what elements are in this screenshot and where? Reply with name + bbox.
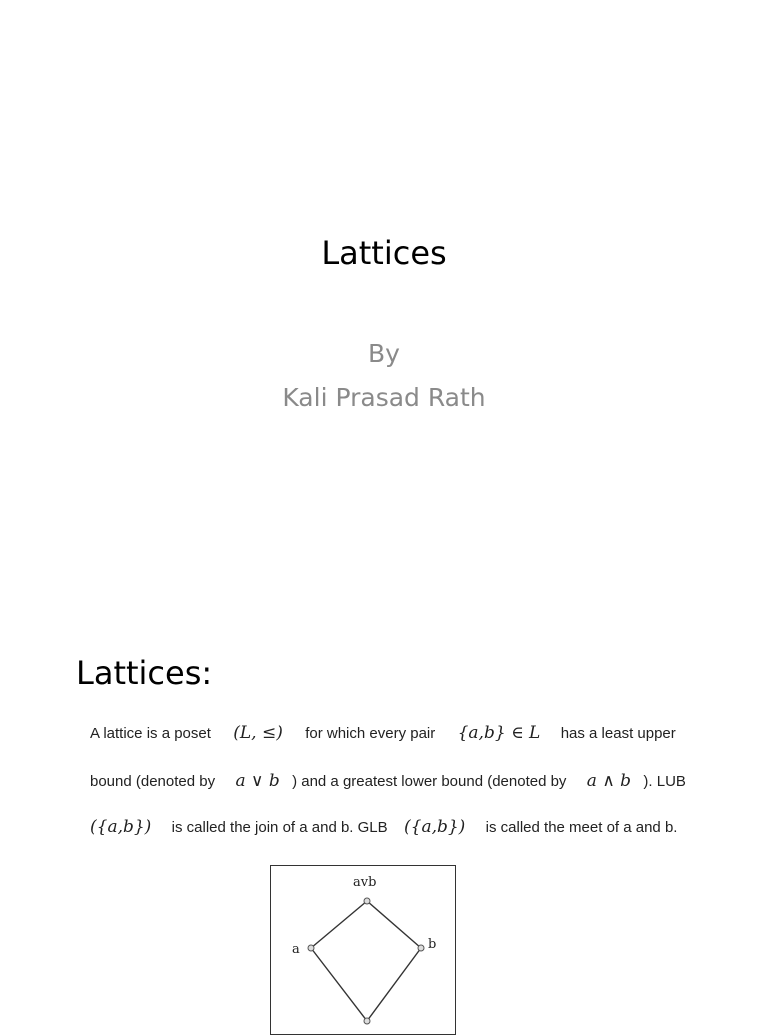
section-heading: Lattices: xyxy=(76,654,213,692)
text: ) and a greatest lower bound (denoted by xyxy=(292,773,567,790)
label-avb: avb xyxy=(353,875,377,890)
definition-line-2 xyxy=(90,771,686,791)
author-name: Kali Prasad Rath xyxy=(282,383,486,412)
math-join: a ∨ b xyxy=(235,771,280,791)
node-b xyxy=(418,945,424,951)
math-poset: (L, ≤) xyxy=(233,723,283,743)
math-pair: {a,b} ∈ L xyxy=(457,723,541,743)
edge-a-bottom xyxy=(311,948,367,1021)
math-meet: a ∧ b xyxy=(586,771,632,791)
text: ). LUB xyxy=(643,773,686,790)
text: is called the join of a and b. GLB xyxy=(171,819,388,836)
label-a: a xyxy=(292,942,300,957)
text: is called the meet of a and b. xyxy=(485,819,678,836)
edge-b-bottom xyxy=(367,948,421,1021)
label-b: b xyxy=(428,937,437,952)
edge-top-b xyxy=(367,901,421,948)
byline-by: By xyxy=(368,339,400,368)
text: bound (denoted by xyxy=(90,773,216,790)
edge-top-a xyxy=(311,901,367,948)
definition-line-3 xyxy=(90,817,677,837)
definition-line-1 xyxy=(90,723,676,743)
text: A lattice is a poset xyxy=(90,725,211,742)
text: for which every pair xyxy=(305,725,436,742)
node-bottom xyxy=(364,1018,370,1024)
math-glb: ({a,b}) xyxy=(404,817,466,837)
text: has a least upper xyxy=(560,725,676,742)
math-lub: ({a,b}) xyxy=(90,817,152,837)
node-top xyxy=(364,898,370,904)
lattice-diagram xyxy=(270,865,456,1035)
slide-title: Lattices xyxy=(321,234,447,272)
node-a xyxy=(308,945,314,951)
